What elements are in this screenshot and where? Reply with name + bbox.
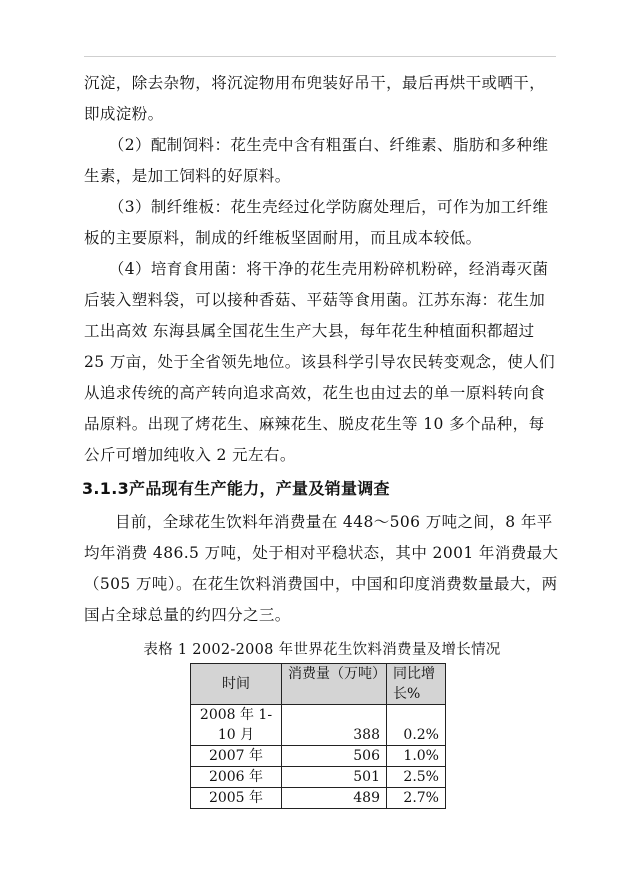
paragraph-mushroom: （4）培育食用菌：将干净的花生壳用粉碎机粉碎，经消毒灭菌后装入塑料袋，可以接种香菇、平菇等食用菌。江苏东海：花生加工出高效 东海县属全国花生生产大县，每年花生种植面积都超过 25 万亩，处于全省领先地位。该县科学引导农民转变观念，使人们从追求传统的高产转向追求高效，花生也由过去的单一原料转向食品原料。出现了烤花生、麻辣花生、脱皮花生等 10 多个品种，每公斤可增加纯收入 2 元左右。 xyxy=(84,260,556,464)
cell-time: 2006 年 xyxy=(191,767,282,788)
header-consumption: 消费量（万吨） xyxy=(282,664,387,705)
cell-time: 2007 年 xyxy=(191,746,282,767)
cell-time: 2008 年 1-10 月 xyxy=(191,705,282,746)
header-growth: 同比增长% xyxy=(387,664,446,705)
cell-consumption: 501 xyxy=(282,767,387,788)
paragraph-fiberboard: （3）制纤维板：花生壳经过化学防腐处理后，可作为加工纤维板的主要原料，制成的纤维板坚固耐用，而且成本较低。 xyxy=(84,198,549,247)
cell-growth: 2.5% xyxy=(387,767,446,788)
table-header-row xyxy=(191,664,446,705)
table-caption: 表格 1 2002-2008 年世界花生饮料消费量及增长情况 xyxy=(143,642,501,658)
cell-consumption: 388 xyxy=(282,705,387,746)
paragraph-starch-end: 沉淀，除去杂物，将沉淀物用布兜装好吊干，最后再烘干或晒干，即成淀粉。 xyxy=(84,74,546,123)
section-heading: 3.1.3产品现有生产能力，产量及销量调查 xyxy=(82,479,390,498)
cell-growth: 0.2% xyxy=(387,705,446,746)
header-time: 时间 xyxy=(191,664,282,705)
document-page xyxy=(84,68,560,809)
consumption-table xyxy=(190,663,446,809)
table-row xyxy=(191,788,446,809)
paragraph-feed: （2）配制饲料：花生壳中含有粗蛋白、纤维素、脂肪和多种维生素，是加工饲料的好原料。 xyxy=(84,136,549,185)
cell-consumption: 489 xyxy=(282,788,387,809)
cell-growth: 2.7% xyxy=(387,788,446,809)
header-rule xyxy=(84,56,556,57)
section-body: 目前，全球花生饮料年消费量在 448～506 万吨之间，8 年平均年消费 486.5 万吨，处于相对平稳状态，其中 2001 年消费最大（505 万吨）。在花生饮料消费国中，中国和印度消费数量最大，两国占全球总量的约四分之三。 xyxy=(84,513,559,624)
cell-consumption: 506 xyxy=(282,746,387,767)
table-row xyxy=(191,767,446,788)
table-row xyxy=(191,746,446,767)
table-row xyxy=(191,705,446,746)
cell-time: 2005 年 xyxy=(191,788,282,809)
cell-growth: 1.0% xyxy=(387,746,446,767)
